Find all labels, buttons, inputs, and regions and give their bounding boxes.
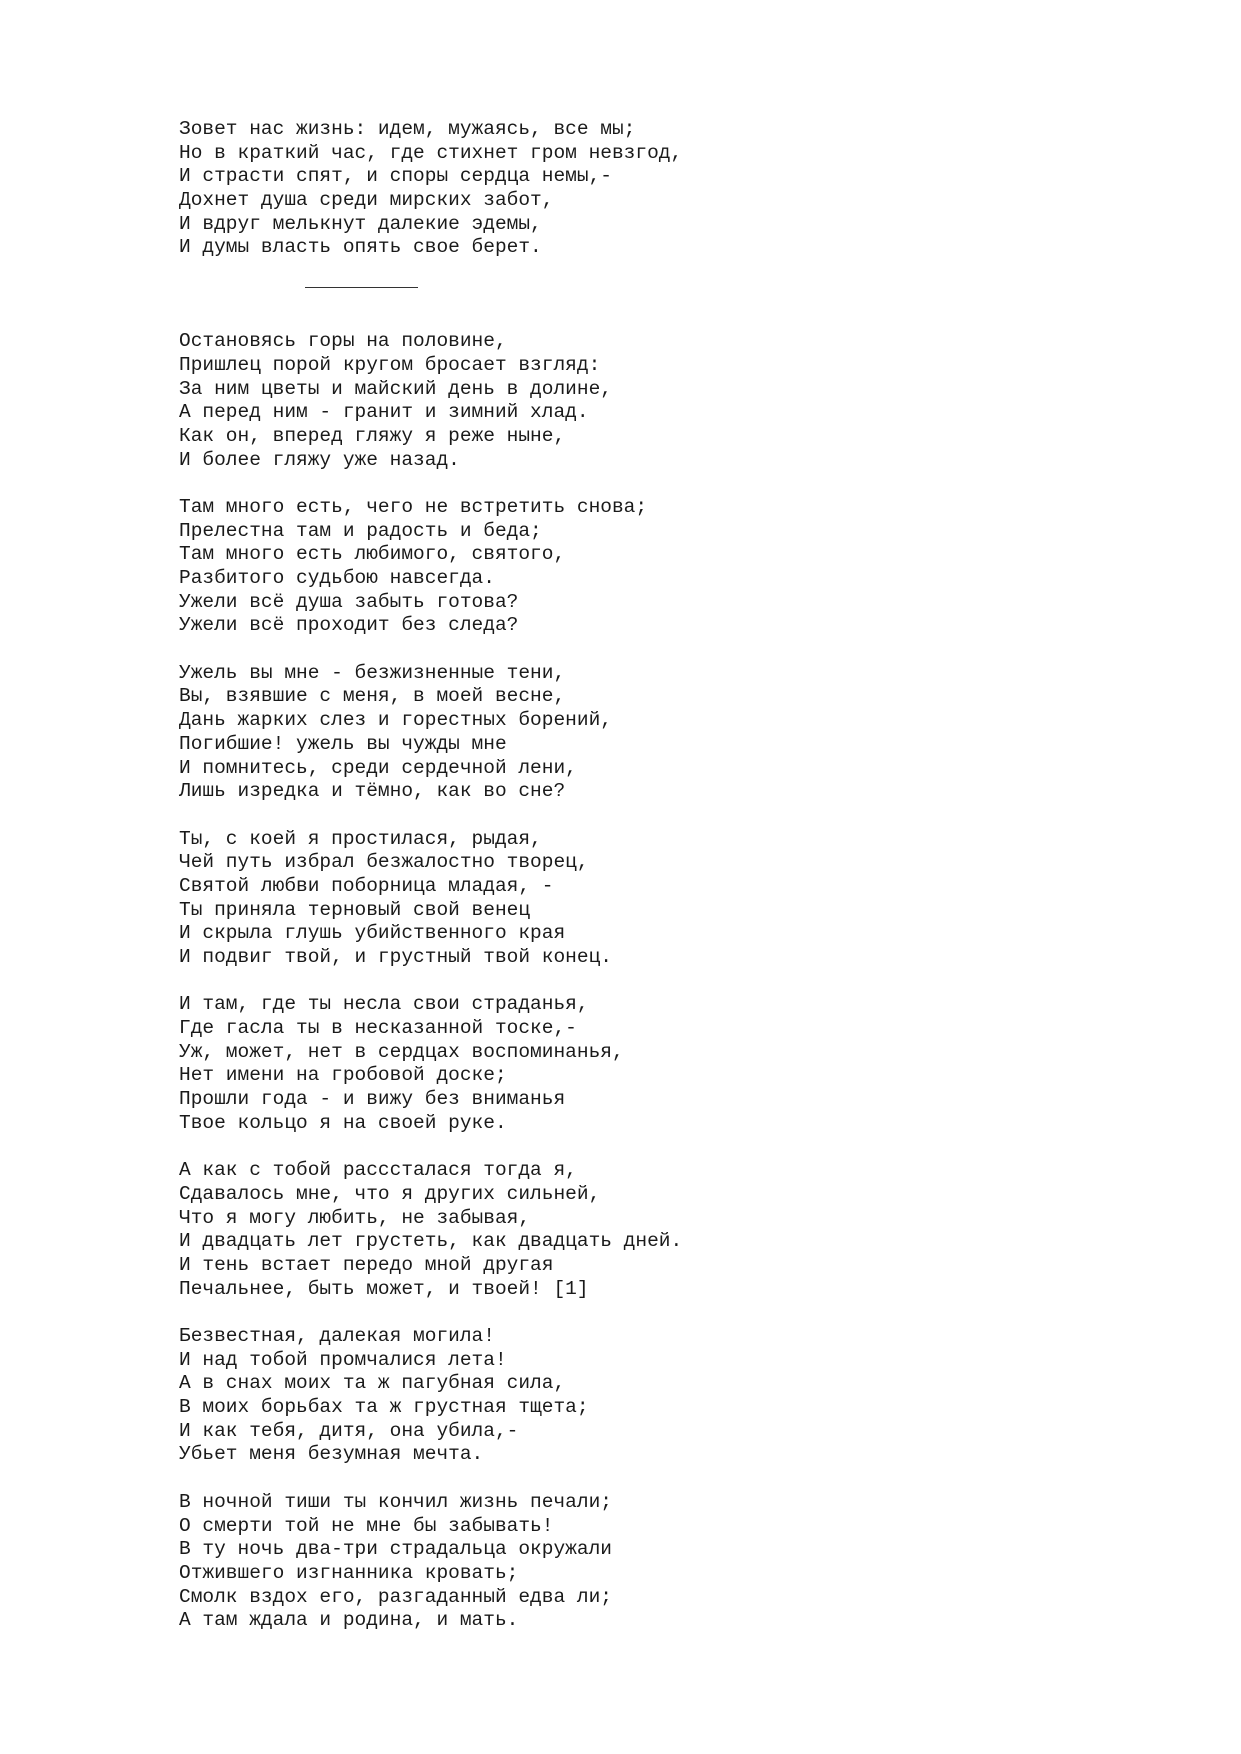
poem-line: И подвиг твой, и грустный твой конец.: [179, 946, 612, 968]
stanza: [179, 662, 1079, 804]
poem-body: [179, 330, 1079, 1633]
poem-line: В ночной тиши ты кончил жизнь печали;: [179, 1490, 612, 1513]
intro-stanza: [179, 118, 1079, 260]
poem-line: За ним цветы и майский день в долине,: [179, 377, 612, 400]
poem-line: И думы власть опять свое берет.: [179, 236, 542, 259]
poem-line: В ту ночь два-три страдальца окружали: [179, 1538, 612, 1561]
poem-line: Твое кольцо я на своей руке.: [179, 1111, 507, 1134]
poem-line: Сдавалось мне, что я других сильней,: [179, 1182, 601, 1205]
stanza: [179, 828, 1079, 970]
poem-line: Погибшие! ужель вы чужды мне: [179, 732, 507, 755]
stanza: [179, 1325, 1079, 1467]
poem-line: Остановясь горы на половине,: [179, 330, 507, 353]
poem-line: Печальнее, быть может, и твоей! [1]: [179, 1277, 589, 1300]
poem-line: А как с тобой расссталася тогда я,: [179, 1159, 577, 1182]
poem-line: Дань жарких слез и горестных борений,: [179, 709, 612, 732]
poem-line: Уж, может, нет в сердцах воспоминанья,: [179, 1040, 624, 1063]
poem-line: Где гасла ты в несказанной тоске,-: [179, 1017, 577, 1040]
poem-line: И вдруг мелькнут далекие эдемы,: [179, 212, 542, 235]
poem-line: Прошли года - и вижу без вниманья: [179, 1088, 566, 1111]
stanza: [179, 496, 1079, 638]
poem-line: Ты, с коей я простилася, рыдая,: [179, 827, 542, 850]
poem-line: А перед ним - гранит и зимний хлад.: [179, 401, 589, 424]
poem-line: Но в краткий час, где стихнет гром невзгод,: [179, 141, 683, 164]
section-divider: [305, 287, 418, 288]
poem-line: И страсти спят, и споры сердца немы,-: [179, 165, 612, 188]
poem-page: [179, 118, 1079, 1633]
poem-line: Убьет меня безумная мечта.: [179, 1443, 484, 1466]
poem-line: Пришлец порой кругом бросает взгляд:: [179, 353, 601, 376]
poem-line: Дохнет душа среди мирских забот,: [179, 189, 554, 212]
stanza: [179, 330, 1079, 472]
poem-line: И как тебя, дитя, она убила,-: [179, 1419, 519, 1442]
poem-line: Как он, вперед гляжу я реже ныне,: [179, 424, 566, 447]
poem-line: Ты приняла терновый свой венец: [179, 898, 531, 921]
poem-line: И над тобой промчалися лета!: [179, 1348, 507, 1371]
poem-line: Святой любви поборница младая, -: [179, 874, 554, 897]
stanza: [179, 1491, 1079, 1633]
poem-line: Ужели всё проходит без следа?: [179, 614, 519, 637]
poem-line: В моих борьбах та ж грустная тщета;: [179, 1396, 589, 1419]
poem-line: Там много есть, чего не встретить снова;: [179, 495, 648, 518]
stanza: [179, 993, 1079, 1135]
poem-line: А там ждала и родина, и мать.: [179, 1609, 519, 1632]
poem-line: Что я могу любить, не забывая,: [179, 1206, 531, 1229]
poem-line: А в снах моих та ж пагубная сила,: [179, 1372, 566, 1395]
poem-line: Ужель вы мне - безжизненные тени,: [179, 661, 566, 684]
poem-line: Смолк вздох его, разгаданный едва ли;: [179, 1585, 612, 1608]
poem-line: Чей путь избрал безжалостно творец,: [179, 851, 589, 874]
poem-line: Лишь изредка и тёмно, как во сне?: [179, 780, 566, 803]
poem-line: О смерти той не мне бы забывать!: [179, 1514, 554, 1537]
poem-line: И там, где ты несла свои страданья,: [179, 993, 589, 1016]
poem-line: И более гляжу уже назад.: [179, 448, 460, 471]
poem-line: И помнитесь, среди сердечной лени,: [179, 756, 577, 779]
poem-line: И двадцать лет грустеть, как двадцать дней.: [179, 1230, 683, 1253]
stanza: [179, 1159, 1079, 1301]
poem-line: И скрыла глушь убийственного края: [179, 922, 566, 945]
poem-line: Зовет нас жизнь: идем, мужаясь, все мы;: [179, 118, 636, 140]
poem-line: Вы, взявшие с меня, в моей весне,: [179, 685, 566, 708]
poem-line: Безвестная, далекая могила!: [179, 1325, 495, 1347]
poem-line: Отжившего изгнанника кровать;: [179, 1561, 519, 1584]
poem-line: Там много есть любимого, святого,: [179, 543, 566, 566]
poem-line: Ужели всё душа забыть готова?: [179, 590, 519, 613]
poem-line: Нет имени на гробовой доске;: [179, 1064, 507, 1087]
poem-line: И тень встает передо мной другая: [179, 1253, 554, 1276]
poem-line: Прелестна там и радость и беда;: [179, 519, 542, 542]
poem-line: Разбитого судьбою навсегда.: [179, 567, 495, 589]
